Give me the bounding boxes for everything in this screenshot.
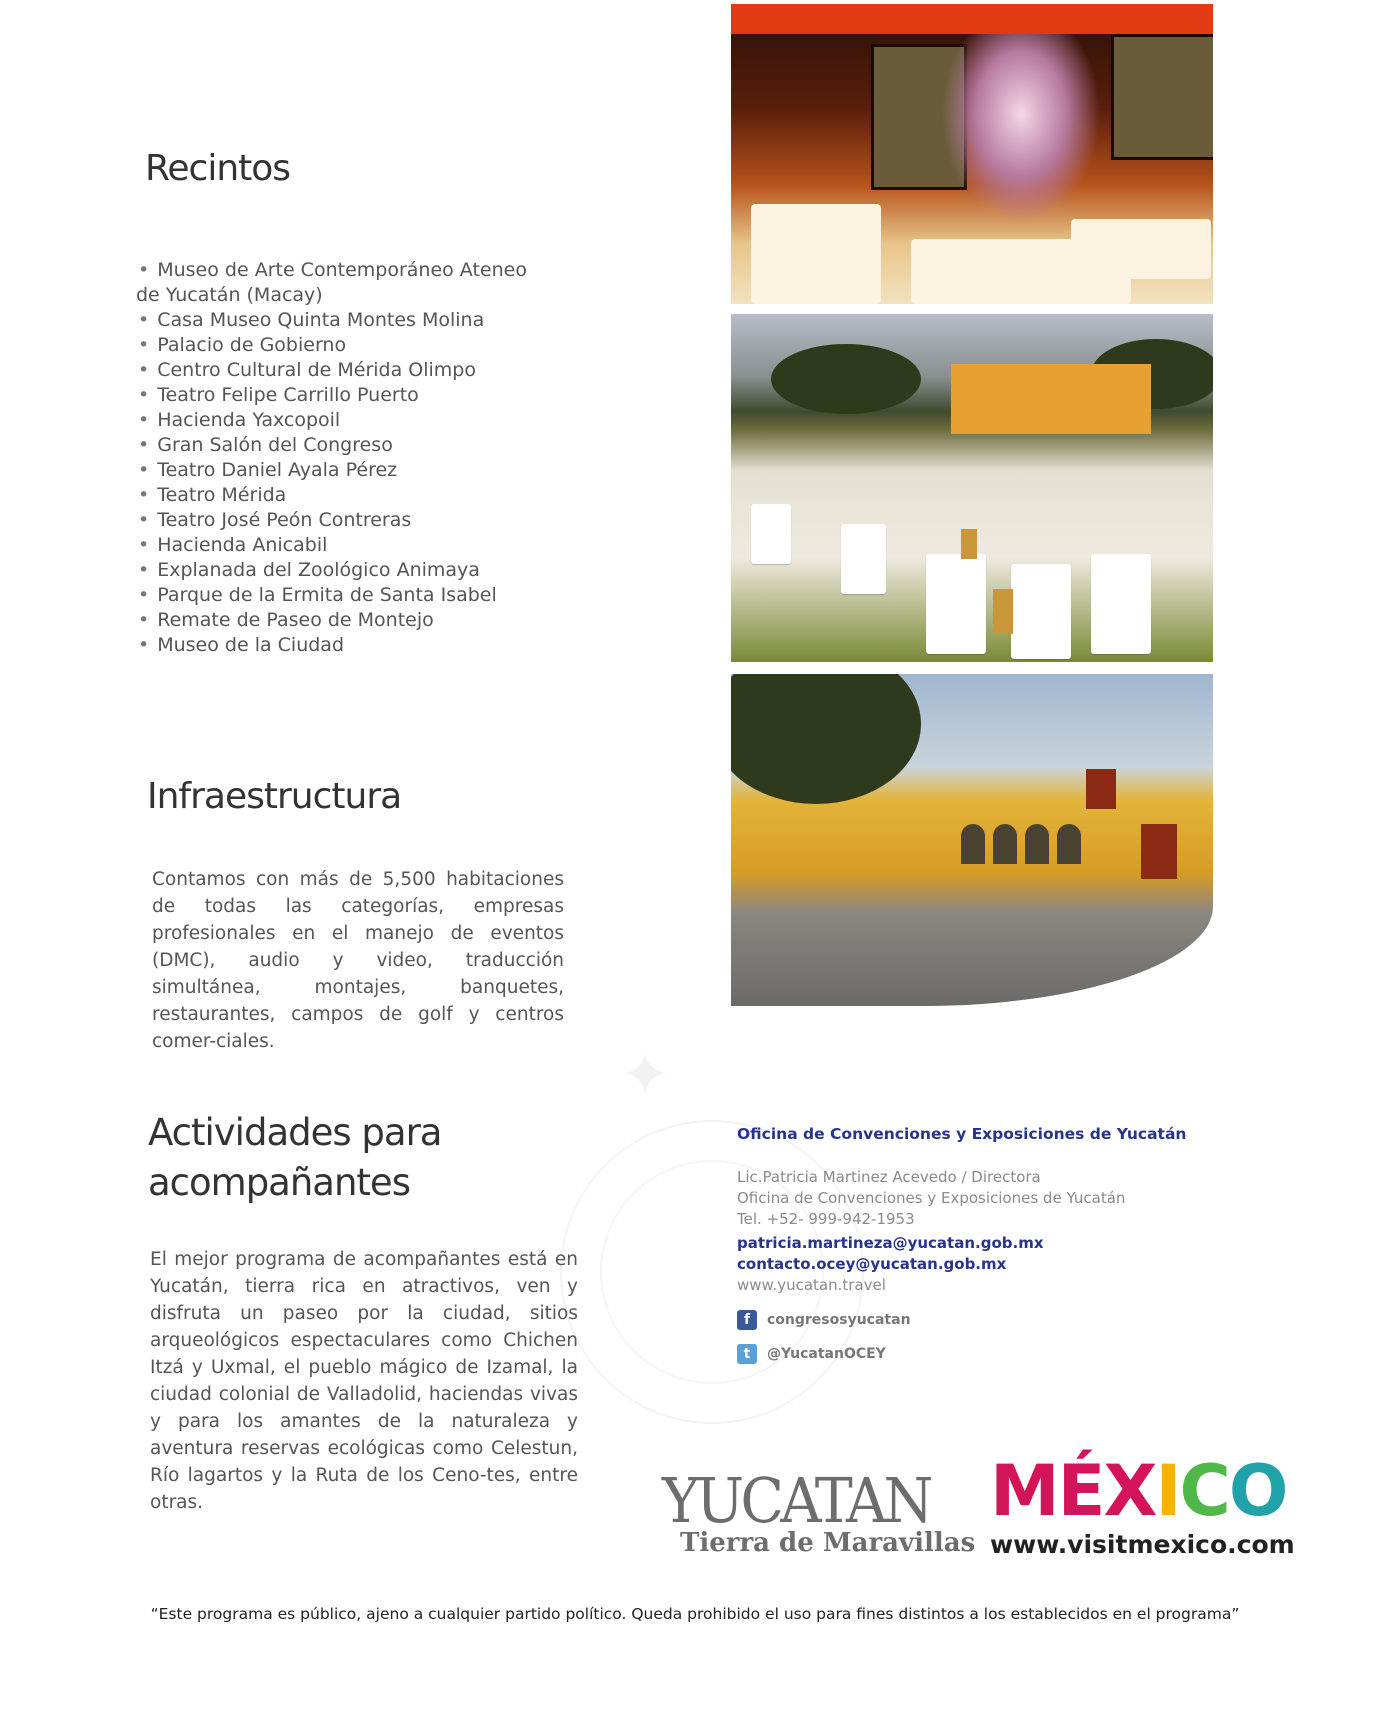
facebook-link[interactable]: [737, 1310, 911, 1330]
door-shape: [1141, 824, 1177, 879]
actividades-title: Actividades para acompañantes: [148, 1111, 442, 1204]
door-shape: [1086, 769, 1116, 809]
list-item: • Teatro José Peón Contreras: [136, 508, 556, 533]
list-item: • Casa Museo Quinta Montes Molina: [136, 308, 556, 333]
mexico-logo-letter: C: [1179, 1450, 1229, 1532]
sash-shape: [961, 529, 977, 559]
twitter-icon: t: [737, 1344, 757, 1364]
contact-phone: Tel. +52- 999-942-1953: [737, 1210, 915, 1228]
list-item: • Explanada del Zoológico Animaya: [136, 558, 556, 583]
disclaimer-text: “Este programa es público, ajeno a cualquier partido político. Queda prohibido el uso para fines distintos a los establecidos en el programa”: [150, 1605, 1240, 1623]
list-item: • Parque de la Ermita de Santa Isabel: [136, 583, 556, 608]
yucatan-logo: YUCATAN: [662, 1464, 930, 1537]
list-item: • Museo de la Ciudad: [136, 633, 556, 658]
hacienda-banquet-photo: [731, 314, 1213, 662]
contact-office: Oficina de Convenciones y Exposiciones de Yucatán: [737, 1189, 1126, 1207]
list-item: • Hacienda Anicabil: [136, 533, 556, 558]
chair-shape: [1091, 554, 1151, 654]
list-item: • Remate de Paseo de Montejo: [136, 608, 556, 633]
watermark-star-icon: ✦: [620, 1040, 671, 1110]
contact-heading: Oficina de Convenciones y Exposiciones de Yucatán: [737, 1125, 1187, 1143]
mexico-logo-letter: É: [1057, 1450, 1104, 1532]
mexico-logo-letter: O: [1228, 1450, 1287, 1532]
infraestructura-text: Contamos con más de 5,500 habitaciones de todas las categorías, empresas profesionales en el manejo de eventos (DMC), audio y video, traducción simultánea, montajes, banquetes, restaurantes, campos de golf y centros comer-ciales.: [152, 869, 564, 1052]
table-shape: [1071, 219, 1211, 279]
facebook-icon: f: [737, 1310, 757, 1330]
list-item: • Gran Salón del Congreso: [136, 433, 556, 458]
visitmexico-link[interactable]: www.visitmexico.com: [990, 1530, 1295, 1559]
tree-shape: [771, 344, 921, 414]
chair-shape: [1011, 564, 1071, 659]
arch-shape: [1057, 824, 1081, 864]
yucatan-tagline: Tierra de Maravillas: [680, 1528, 976, 1558]
mexico-logo-letter: I: [1155, 1450, 1180, 1532]
chair-shape: [926, 554, 986, 654]
contact-name: Lic.Patricia Martinez Acevedo / Directora: [737, 1168, 1041, 1186]
restaurant-photo: [731, 4, 1213, 304]
twitter-handle: @YucatanOCEY: [767, 1346, 886, 1362]
facebook-handle: congresosyucatan: [767, 1312, 911, 1328]
mexico-logo-letter: X: [1103, 1450, 1156, 1532]
recintos-title: Recintos: [145, 148, 291, 189]
window-shape: [1111, 34, 1213, 160]
venues-list: [136, 258, 556, 658]
list-item: • Teatro Mérida: [136, 483, 556, 508]
list-item: • Hacienda Yaxcopoil: [136, 408, 556, 433]
list-item: • Museo de Arte Contemporáneo Ateneo de Yucatán (Macay): [136, 258, 556, 308]
lit-tree-shape: [941, 4, 1101, 224]
chair-shape: [751, 504, 791, 564]
infraestructura-title: Infraestructura: [147, 776, 402, 817]
contact-website-link[interactable]: www.yucatan.travel: [737, 1276, 886, 1294]
actividades-text: El mejor programa de acompañantes está en Yucatán, tierra rica en atractivos, ven y disfruta un paseo por la ciudad, sitios arqueológicos espectaculares como Chichen Itzá y Uxmal, el pueblo mágico de Izamal, la ciudad colonial de Valladolid, haciendas vivas y para los amantes de la naturaleza y aventura reservas ecológicas como Celestun, Río lagartos y la Ruta de los Ceno-tes, entre otras.: [150, 1249, 578, 1513]
sash-shape: [993, 589, 1013, 634]
contact-email-link[interactable]: contacto.ocey@yucatan.gob.mx: [737, 1255, 1007, 1273]
twitter-link[interactable]: [737, 1344, 886, 1364]
mexico-logo: [990, 1450, 1286, 1532]
table-shape: [751, 204, 881, 304]
list-item: • Centro Cultural de Mérida Olimpo: [136, 358, 556, 383]
tree-shape: [731, 674, 921, 804]
izamal-photo: [731, 674, 1213, 1006]
list-item: • Palacio de Gobierno: [136, 333, 556, 358]
arch-shape: [1025, 824, 1049, 864]
ceiling-light-shape: [731, 4, 1213, 34]
arch-shape: [993, 824, 1017, 864]
mexico-logo-text: [990, 1450, 1286, 1532]
mexico-logo-letter: M: [990, 1450, 1058, 1532]
contact-email-link[interactable]: patricia.martineza@yucatan.gob.mx: [737, 1234, 1044, 1252]
chair-shape: [841, 524, 886, 594]
list-item: • Teatro Daniel Ayala Pérez: [136, 458, 556, 483]
arch-shape: [961, 824, 985, 864]
hacienda-building-shape: [951, 364, 1151, 434]
list-item: • Teatro Felipe Carrillo Puerto: [136, 383, 556, 408]
